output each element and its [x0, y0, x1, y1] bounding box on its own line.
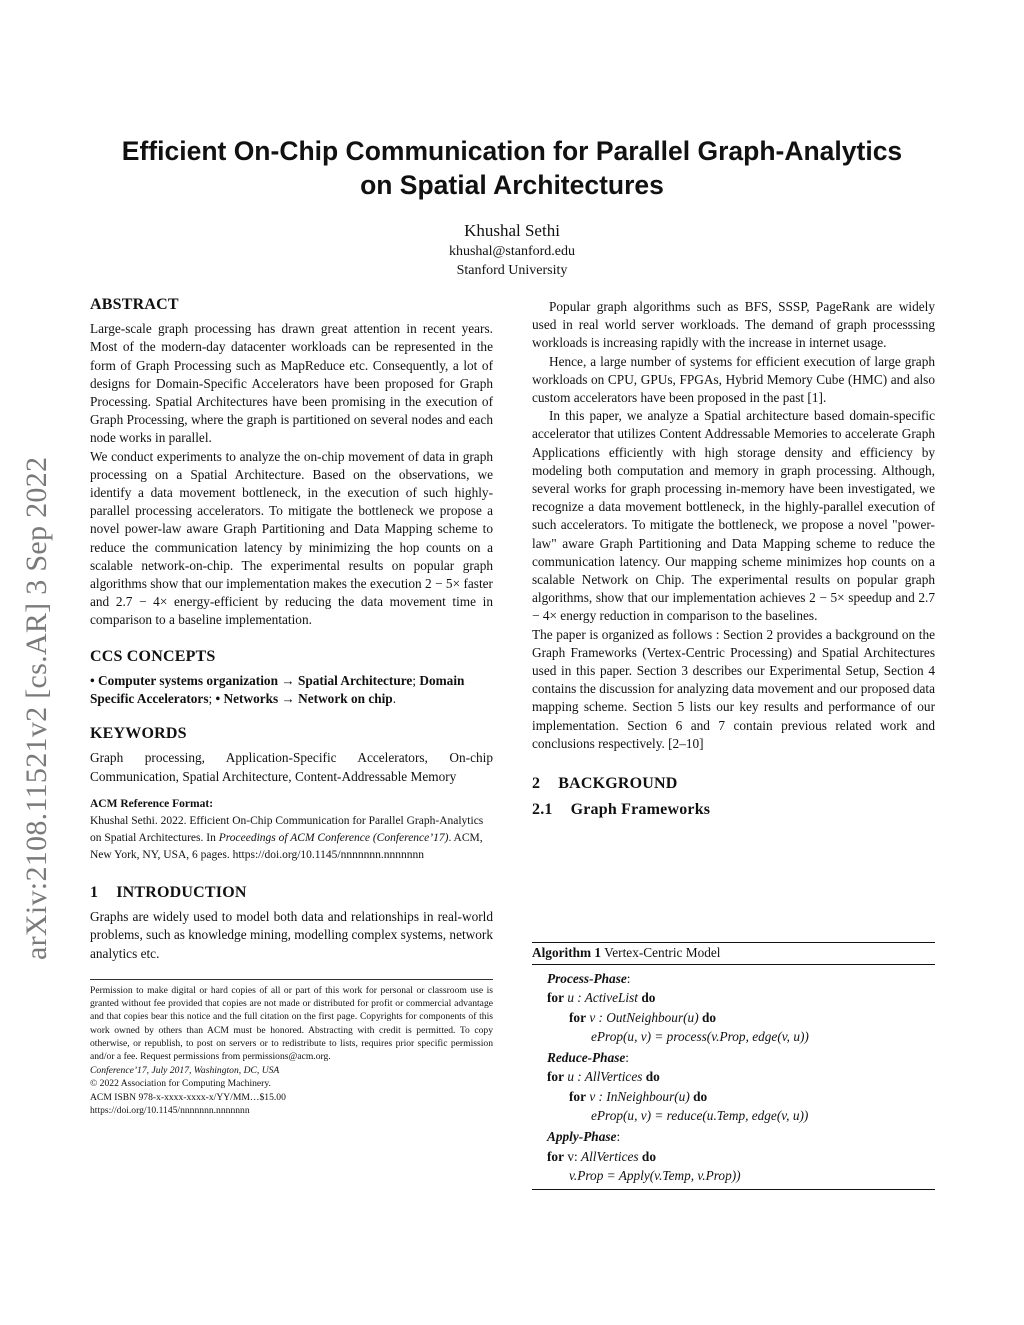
- abstract-heading: ABSTRACT: [90, 296, 179, 313]
- process-for-1-var: u : ActiveList: [567, 990, 638, 1006]
- keywords-heading: KEYWORDS: [90, 725, 187, 743]
- algorithm-title: Vertex-Centric Model: [604, 945, 721, 960]
- reduce-for-2-var: v : InNeighbour(u): [589, 1088, 690, 1104]
- introduction-heading: [90, 884, 493, 902]
- apply-phase-label: Apply-Phase: [547, 1129, 617, 1145]
- reduce-statement-text: eProp(u, v) = reduce(u.Temp, edge(v, u)): [591, 1108, 809, 1124]
- process-for-2-kw: for: [569, 1009, 586, 1025]
- arxiv-identifier: arXiv:2108.11521v2 [cs.AR] 3 Sep 2022: [20, 456, 53, 960]
- graph-frameworks-heading: [532, 801, 935, 819]
- process-for-1-kw: for: [547, 990, 564, 1006]
- ccs-arrow-1: →: [281, 672, 295, 688]
- reduce-for-1-do: do: [645, 1069, 660, 1085]
- left-column: [90, 296, 493, 1117]
- acm-reference-part-1: Khushal Sethi. 2022. Efficient On-Chip Communication for Parallel Graph-Analytics on Spatial Architectures. In: [90, 815, 484, 845]
- ccs-heading: CCS CONCEPTS: [90, 647, 216, 665]
- background-number: 2: [532, 775, 541, 793]
- reduce-for-1: [532, 1067, 935, 1086]
- process-statement-text: eProp(u, v) = process(v.Prop, edge(v, u)): [591, 1028, 809, 1044]
- copyright-text: © 2022 Association for Computing Machinery.: [90, 1078, 271, 1090]
- algorithm-box: [532, 942, 935, 1190]
- process-phase-label: Process-Phase: [547, 971, 627, 986]
- apply-for-1-kw: for: [547, 1148, 564, 1164]
- background-heading: [532, 775, 935, 793]
- title-block: [60, 134, 964, 279]
- process-phase-line: [532, 969, 935, 988]
- introduction-number: 1: [90, 884, 99, 902]
- ccs-item-1a: Computer systems organization: [97, 672, 278, 688]
- reduce-for-2-do: do: [693, 1088, 708, 1104]
- permission-block: [90, 984, 493, 1117]
- apply-statement-text: v.Prop = Apply(v.Temp, v.Prop)): [569, 1167, 741, 1183]
- process-for-2: [532, 1008, 935, 1027]
- author-affiliation: Stanford University: [456, 263, 568, 278]
- graph-frameworks-number: 2.1: [532, 801, 553, 819]
- introduction-title: INTRODUCTION: [116, 884, 247, 902]
- algorithm-body: [532, 965, 935, 1185]
- algorithm-label: Algorithm 1: [532, 945, 602, 960]
- introduction-paragraph-3: Hence, a large number of systems for efficient execution of large graph workloads on CPU, GPUs, FPGAs, Hybrid Memory Cube (HMC) and also custom accelerators have been proposed in the past [1].: [532, 353, 935, 406]
- reduce-for-1-var: u : AllVertices: [567, 1069, 643, 1085]
- acm-reference-heading: ACM Reference Format:: [90, 797, 214, 810]
- author-name: Khushal Sethi: [464, 221, 560, 240]
- ccs-sep-2: ;: [208, 691, 213, 707]
- introduction-paragraph-4: In this paper, we analyze a Spatial architecture based domain-specific accelerator that utilizes Content Addressable Memories to accelerate Graph Applications efficiently with high storage density and efficiency by modeling both computation and memory in graph processing. Although, several works for graph processing in-memory have been investigated, we recognize a data movement bottleneck, in the highly-parallel execution of such accelerators. To mitigate the bottleneck, we propose a novel "power-law" aware Graph Partitioning and Data Mapping scheme to reduce the communication latency. Our mapping scheme minimizes hop counts on a scalable Network on Chip. The experimental results on popular graph algorithms, show that our implementation achieves 2 − 5× speedup and 2.7 − 4× energy reduction in comparison to the baselines.: [532, 408, 935, 624]
- isbn-text: ACM ISBN 978-x-xxxx-xxxx-x/YY/MM…$15.00: [90, 1091, 286, 1103]
- reduce-phase-line: [532, 1048, 935, 1067]
- process-statement: [532, 1027, 935, 1046]
- abstract-paragraph-2: We conduct experiments to analyze the on-chip movement of data in graph processing on a Spatial Architecture. Based on the observations, we identify a data movement bottleneck, in the execution of such highly-parallel processing accelerators. To mitigate the bottleneck we propose a novel power-law aware Graph Partitioning and Data Mapping scheme to reduce the communication latency by minimizing the hop counts on a scalable network-on-chip. The experimental results on popular graph algorithms show that our implementation makes the execution 2 − 5× faster and 2.7 − 4× energy-efficient by reducing the data movement time in comparison to a baseline implementation.: [90, 448, 493, 628]
- reduce-for-2: [532, 1087, 935, 1106]
- apply-for-1: [532, 1147, 935, 1166]
- author-email: khushal@stanford.edu: [448, 244, 576, 259]
- apply-for-1-var-ital: AllVertices: [580, 1148, 639, 1164]
- process-for-1: [532, 988, 935, 1007]
- introduction-paragraph-5: The paper is organized as follows : Section 2 provides a background on the Graph Frameworks (Vertex-Centric Processing) and Spatial Architectures used in this paper. Section 3 describes our Experimental Setup, Section 4 contains the discussion for analyzing data movement and our proposed data mapping scheme. Section 5 lists our key results and performance of our implementation. Section 6 and 7 contain previous related work and conclusions respectively. [2–10]: [532, 626, 935, 751]
- graph-frameworks-title: Graph Frameworks: [570, 801, 711, 819]
- apply-phase-line: [532, 1127, 935, 1146]
- footnote-rule: [90, 979, 493, 980]
- reduce-phase-colon: :: [625, 1050, 629, 1066]
- algorithm-bottom-rule: [532, 1189, 935, 1190]
- introduction-paragraph-1: Graphs are widely used to model both data and relationships in real-world problems, such as knowledge mining, modelling complex systems, network analytics etc.: [90, 909, 493, 961]
- ccs-item-3a: Networks: [223, 691, 279, 707]
- ccs-bullet-1: •: [90, 672, 95, 688]
- ccs-item-1b: Spatial Architecture: [297, 672, 413, 688]
- reduce-phase-label: Reduce-Phase: [547, 1050, 626, 1066]
- ccs-arrow-2: →: [281, 691, 295, 707]
- algorithm-caption: [532, 943, 935, 965]
- acm-reference-venue: Proceedings of ACM Conference (Conference’17): [218, 832, 449, 845]
- reduce-statement: [532, 1106, 935, 1125]
- process-for-2-var: v : OutNeighbour(u): [589, 1009, 699, 1025]
- ccs-item-2: Domain Specific Accelerators: [90, 672, 465, 707]
- conference-info: Conference’17, July 2017, Washington, DC, USA: [90, 1065, 280, 1077]
- introduction-paragraph-2: Popular graph algorithms such as BFS, SSSP, PageRank are widely used in real world server workloads. The demand of graph processsing workloads is increasing rapidly with the increase in internet usage.: [532, 299, 935, 351]
- doi-text: https://doi.org/10.1145/nnnnnnn.nnnnnnn: [90, 1104, 250, 1116]
- permission-text: Permission to make digital or hard copies of all or part of this work for personal or classroom use is granted without fee provided that copies are not made or distributed for profit or commercial advantage and that copies bear this notice and the full citation on the first page. Copyrights for components of this work owned by others than ACM must be honored. Abstracting with credit is permitted. To copy otherwise, or republish, to post on servers or to redistribute to lists, requires prior specific permission and/or a fee. Request permissions from permissions@acm.org.: [90, 984, 493, 1062]
- acm-reference-text: [90, 813, 493, 864]
- reduce-for-2-kw: for: [569, 1088, 586, 1104]
- process-for-2-do: do: [701, 1009, 716, 1025]
- paper-title: [60, 134, 964, 202]
- ccs-concepts-text: [90, 672, 493, 708]
- process-for-1-do: do: [641, 990, 656, 1006]
- ccs-bullet-2: •: [215, 691, 221, 707]
- reduce-for-1-kw: for: [547, 1069, 564, 1085]
- apply-statement: [532, 1166, 935, 1185]
- abstract-paragraph-1: Large-scale graph processing has drawn great attention in recent years. Most of the modern-day datacenter workloads can be represented in the form of Graph Processing such as MapReduce etc. Consequently, a lot of designs for Domain-Specific Accelerators have been proposed for Graph Processing. Spatial Architectures have been promising in the execution of Graph Processing, where the graph is partitioned on several nodes and each node works in parallel.: [90, 321, 493, 446]
- apply-for-1-do: do: [641, 1148, 656, 1164]
- background-title: BACKGROUND: [558, 775, 678, 793]
- ccs-sep-1: ;: [412, 672, 417, 688]
- title-line-2: on Spatial Architectures: [360, 170, 664, 200]
- keywords-text: Graph processing, Application-Specific Accelerators, On-chip Communication, Spatial Architecture, Content-Addressable Memory: [90, 750, 493, 784]
- right-column: [532, 298, 935, 819]
- ccs-item-3b: Network on chip: [298, 691, 393, 707]
- apply-for-1-var-plain: v:: [567, 1148, 578, 1164]
- ccs-end: .: [392, 691, 397, 707]
- process-phase-colon: :: [626, 971, 631, 986]
- acm-reference-part-2: . ACM, New York, NY, USA, 6 pages. https://doi.org/10.1145/nnnnnnn.nnnnnnn: [90, 832, 483, 862]
- apply-phase-colon: :: [616, 1129, 621, 1145]
- title-line-1: Efficient On-Chip Communication for Parallel Graph-Analytics: [121, 136, 903, 166]
